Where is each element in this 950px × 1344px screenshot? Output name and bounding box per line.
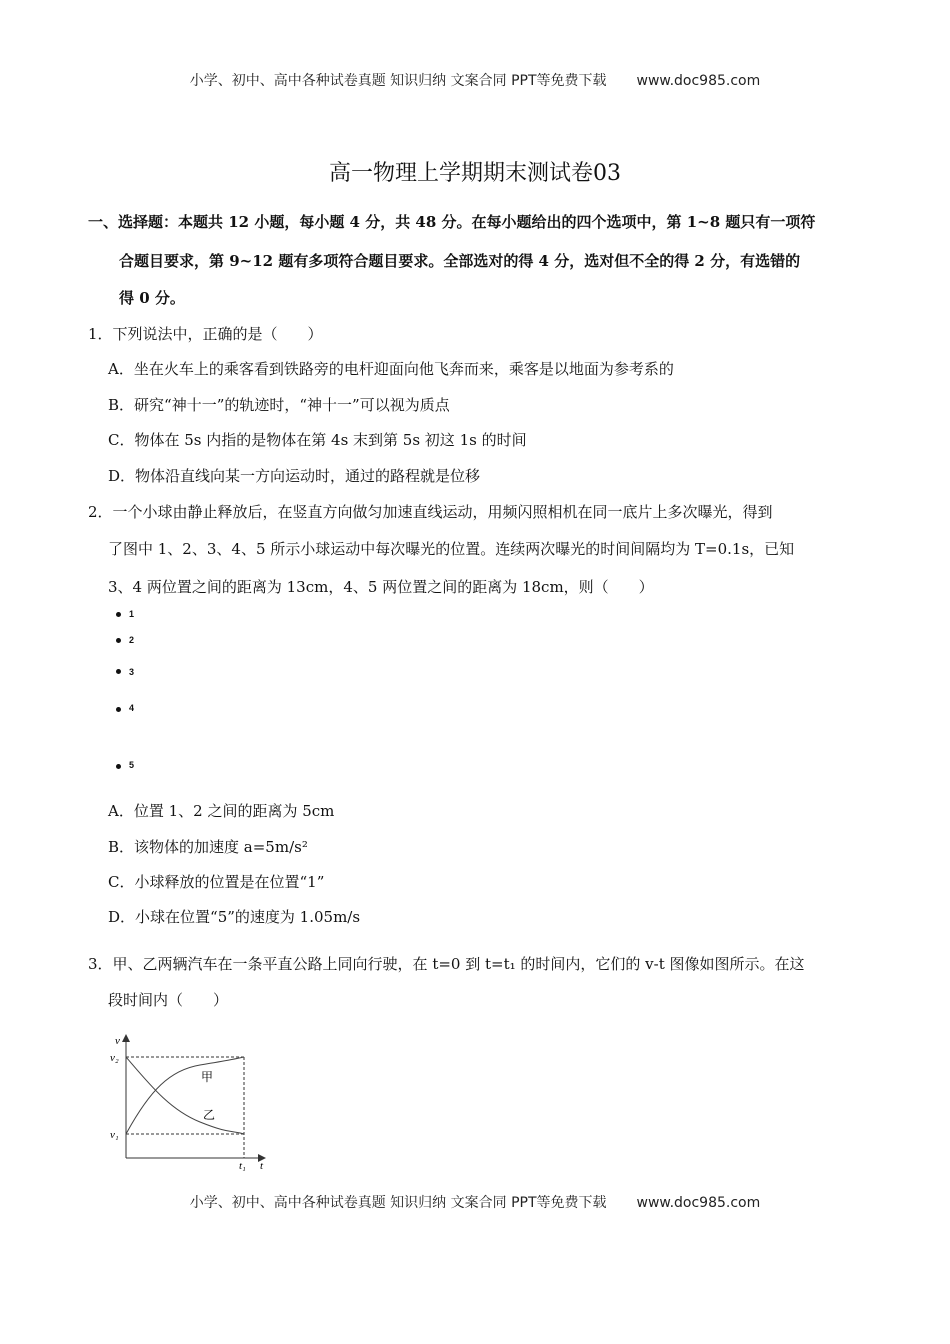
q2-option: A．位置 1、2 之间的距离为 5cm [108, 802, 335, 820]
footer-text: 小学、初中、高中各种试卷真题 知识归纳 文案合同 PPT等免费下载 [189, 1195, 607, 1211]
q2-stem: 3、4 两位置之间的距离为 13cm，4、5 两位置之间的距离为 18cm，则（ ） [108, 578, 654, 596]
position-label: 5 [129, 760, 135, 770]
position-label: 1 [129, 609, 135, 619]
page-title: 高一物理上学期期末测试卷03 [329, 161, 621, 186]
footer-site[interactable]: www.doc985.com [636, 1195, 761, 1211]
section-line: 合题目要求，第 9~12 题有多项符合题目要求。全部选对的得 4 分，选对但不全的得 2 分，有选错的 [119, 252, 801, 270]
jia-label: 甲 [201, 1070, 214, 1084]
q2-option: D．小球在位置“5”的速度为 1.05m/s [108, 908, 361, 926]
q1-option: C．物体在 5s 内指的是物体在第 4s 末到第 5s 初这 1s 的时间 [108, 431, 527, 449]
v-axis-arrow [122, 1034, 130, 1042]
q2-stem: 2．一个小球由静止释放后，在竖直方向做匀加速直线运动，用频闪照相机在同一底片上多次曝光，得到 [88, 503, 773, 521]
ball-dot [116, 612, 121, 617]
page-header [0, 70, 950, 90]
q1-option: A．坐在火车上的乘客看到铁路旁的电杆迎面向他飞奔而来，乘客是以地面为参考系的 [108, 360, 674, 378]
curve-yi [126, 1057, 244, 1134]
header-site[interactable]: www.doc985.com [636, 73, 761, 89]
position-label: 2 [129, 635, 135, 645]
curve-jia [126, 1057, 244, 1134]
ball-dot [116, 638, 121, 643]
t1-label: t₁ [239, 1160, 246, 1172]
q2-option: B．该物体的加速度 a=5m/s² [108, 838, 308, 856]
q1-option: B．研究“神十一”的轨迹时，“神十一”可以视为质点 [108, 396, 450, 414]
q3-stem: 3．甲、乙两辆汽车在一条平直公路上同向行驶，在 t=0 到 t=t₁ 的时间内，它们的 v-t 图像如图所示。在这 [88, 955, 805, 973]
ball-dot [116, 764, 121, 769]
q3-stem: 段时间内（ ） [108, 991, 229, 1009]
q2-stem: 了图中 1、2、3、4、5 所示小球运动中每次曝光的位置。连续两次曝光的时间间隔均为 T=0.1s，已知 [108, 540, 795, 558]
section-line: 一、选择题：本题共 12 小题，每小题 4 分，共 48 分。在每小题给出的四个选项中，第 1~8 题只有一项符 [88, 213, 816, 231]
header-text: 小学、初中、高中各种试卷真题 知识归纳 文案合同 PPT等免费下载 [189, 73, 607, 89]
q1-option: D．物体沿直线向某一方向运动时，通过的路程就是位移 [108, 467, 481, 485]
v1-label: v₁ [110, 1129, 119, 1141]
page-footer [0, 1192, 950, 1212]
ball-dot [116, 669, 121, 674]
q1-stem: 1．下列说法中，正确的是（ ） [88, 325, 323, 343]
v-axis-label: v [115, 1035, 120, 1047]
q2-option: C．小球释放的位置是在位置“1” [108, 873, 325, 891]
v2-label: v₂ [110, 1052, 119, 1064]
position-label: 4 [129, 703, 135, 713]
section-line: 得 0 分。 [119, 289, 185, 307]
t-axis-label: t [260, 1160, 264, 1172]
ball-dot [116, 707, 121, 712]
yi-label: 乙 [203, 1108, 216, 1122]
vt-graph [100, 1030, 290, 1175]
position-label: 3 [129, 667, 135, 677]
